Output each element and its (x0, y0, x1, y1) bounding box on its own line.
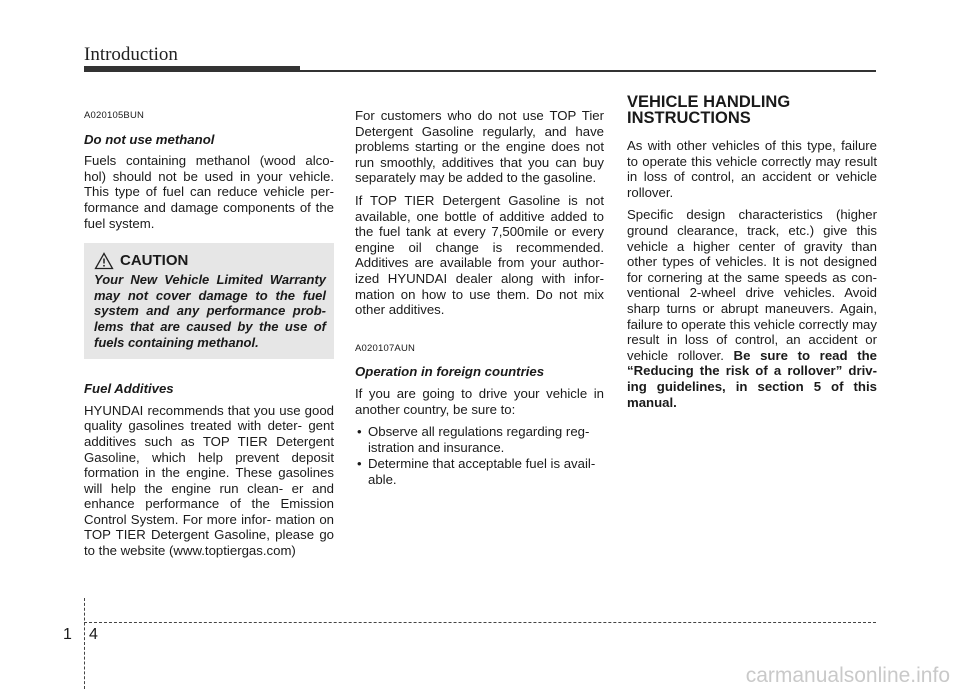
column-left (84, 108, 334, 566)
paragraph-additive-availability: If TOP TIER Detergent Gasoline is not available, one bottle of additive added to the fuel tank at every 7,500mile or every engine oil change is recommended. Additives are available from your author- ized HYUNDAI dealer along with infor- mation on how to use them. Do not mix other additives. (355, 192, 604, 318)
header-rule-thin (300, 70, 876, 72)
bullet-list (355, 424, 604, 487)
paragraph-handling-details (627, 207, 877, 410)
paragraph-fuel-additives: HYUNDAI recommends that you use good quality gasolines treated with deter- gent additives such as TOP TIER Detergent Gasoline, which help prevent deposit formation in the engine. These gasolines will help the engine run clean- er and enhance performance of the Emission Control System. For more infor- mation on TOP TIER Detergent Gasoline, please go to the website (www.toptiergas.com) (84, 402, 334, 559)
section-title-line2: INSTRUCTIONS (627, 109, 751, 127)
list-item-text: Determine that acceptable fuel is avail- able. (368, 456, 596, 487)
warning-triangle-icon (94, 252, 114, 270)
section-code: A020107AUN (355, 342, 416, 354)
paragraph-methanol: Fuels containing methanol (wood alco- hol) should not be used in your vehicle. This type of fuel can reduce vehicle per- formance and damage components of the fuel system. (84, 153, 334, 231)
header-rule-thick (84, 66, 300, 72)
paragraph-foreign-countries: If you are going to drive your vehicle in another country, be sure to: (355, 385, 604, 417)
page-header-title: Introduction (84, 44, 178, 65)
caution-body: Your New Vehicle Limited Warranty may not cover damage to the fuel system and any performance prob- lems that are caused by the use of fuels containing methanol. (94, 272, 326, 350)
bullet-marker: • (357, 424, 362, 440)
bullet-marker: • (357, 456, 362, 472)
subheading-methanol: Do not use methanol (84, 131, 215, 147)
list-item (355, 424, 604, 455)
paragraph-handling-intro: As with other vehicles of this type, failure to operate this vehicle correctly may result in loss of control, an accident or vehicle rollover. (627, 138, 877, 200)
section-code: A020105BUN (84, 110, 145, 121)
column-right (627, 93, 877, 417)
section-title-line1: VEHICLE HANDLING (627, 93, 791, 111)
caution-box (84, 243, 334, 359)
page-number: 4 (89, 626, 98, 643)
spacer (355, 325, 604, 341)
chapter-number: 1 (63, 626, 72, 643)
paragraph-additive-customers: For customers who do not use TOP Tier Detergent Gasoline regularly, and have problems starting or the engine does not run smoothly, additives that you can buy separately may be added to the gasoline. (355, 108, 604, 186)
section-title (627, 94, 877, 126)
column-middle (355, 108, 604, 488)
list-item-text: Observe all regulations regarding reg- istration and insurance. (368, 424, 590, 455)
subheading-fuel-additives: Fuel Additives (84, 381, 174, 397)
footer-vertical-rule (84, 598, 85, 689)
paragraph-normal-text: Specific design characteristics (higher ground clearance, track, etc.) give this vehicle a higher center of gravity than other types of vehicles. It is not designed for cornering at the same speeds as con- ventional 2-wheel drive vehicles. Avoid sharp turns or abrupt maneuvers. Again, failure to operate this vehicle correctly may result in loss of control, an accident or vehicle rollover. (627, 207, 877, 363)
caution-header (92, 252, 326, 270)
caution-title: CAUTION (120, 252, 189, 270)
list-item (355, 456, 604, 487)
watermark: carmanualsonline.info (745, 664, 950, 687)
footer-rule (84, 622, 876, 623)
paragraph-bold-text: Be sure to read the “Reducing the risk of a rollover” driv- ing guidelines, in section 5 of this manual. (627, 347, 877, 410)
subheading-foreign-countries: Operation in foreign countries (355, 364, 545, 380)
